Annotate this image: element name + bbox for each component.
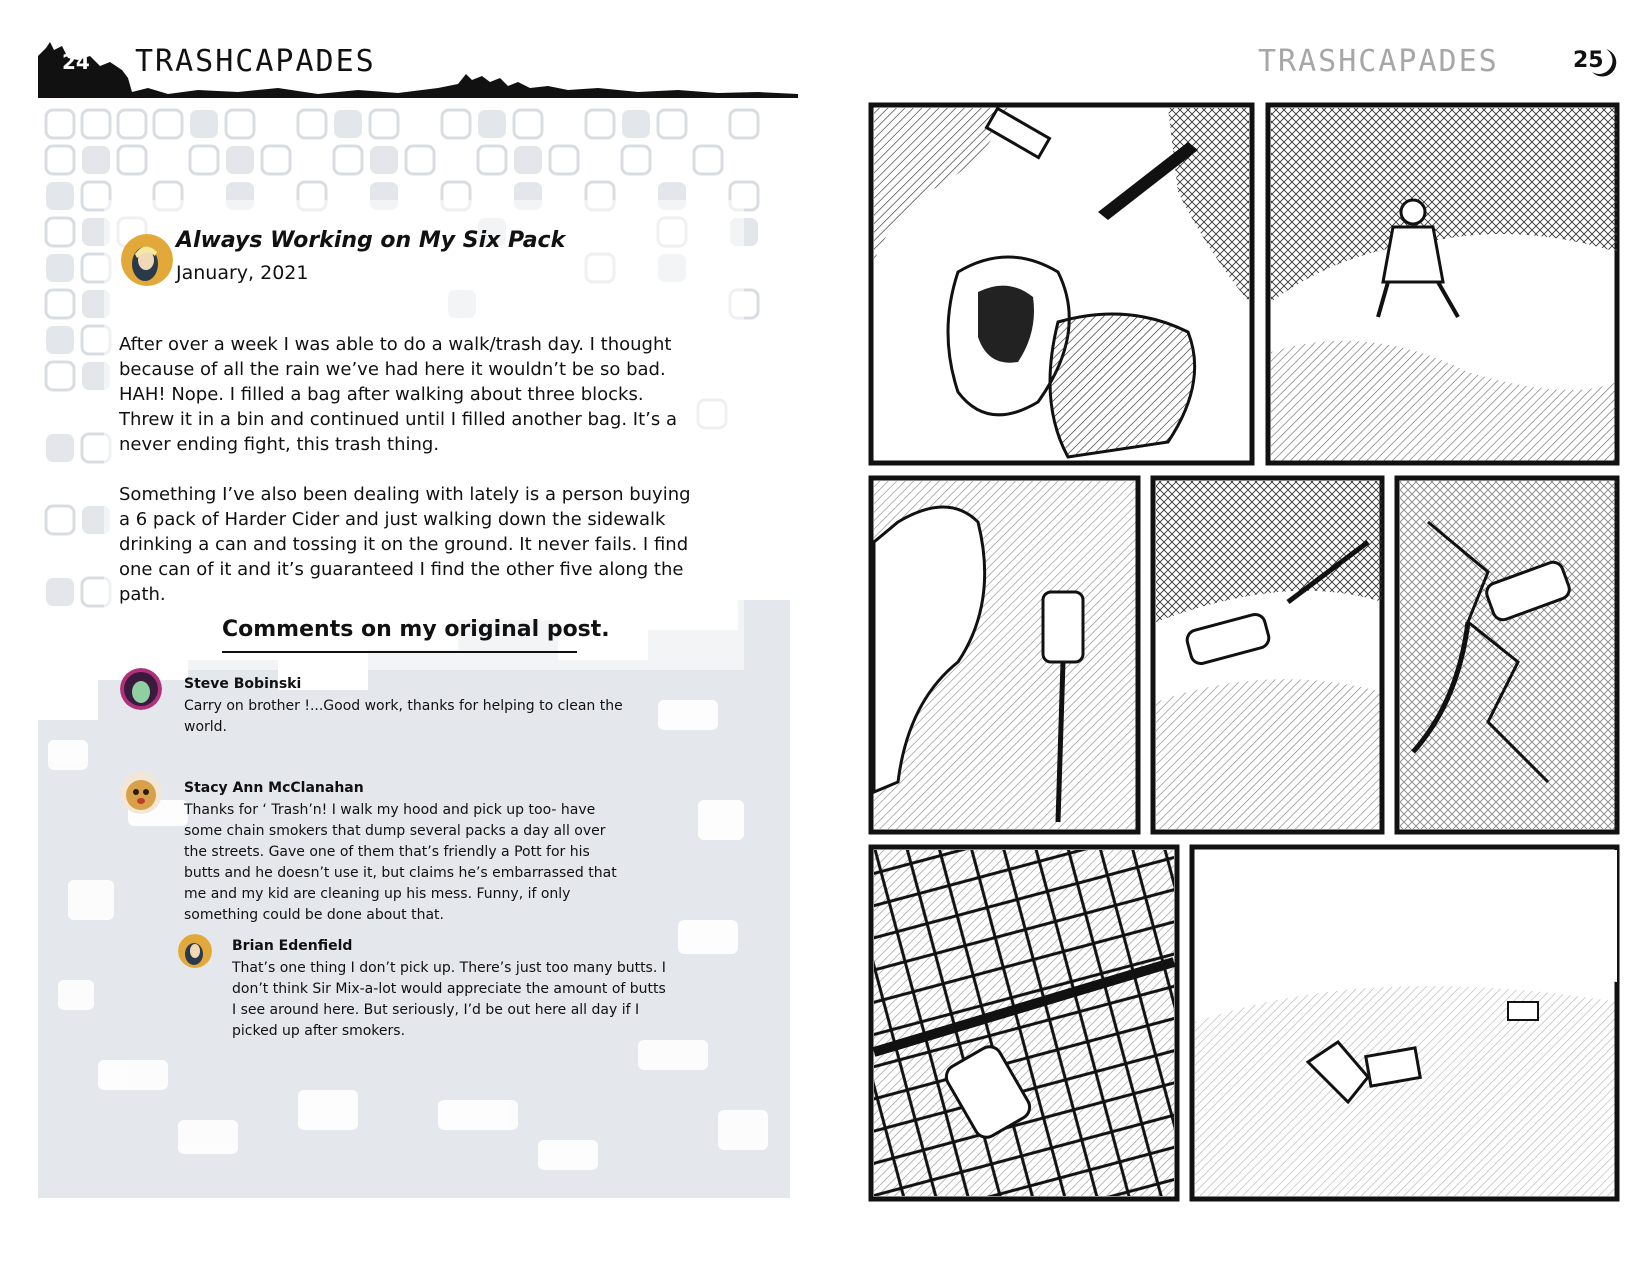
comments-heading: Comments on my original post. xyxy=(222,617,610,642)
header-rule xyxy=(38,95,792,98)
comment-text: Carry on brother !...Good work, thanks for helping to clean the world. xyxy=(184,698,623,735)
page-number-right: 25 xyxy=(1573,48,1604,73)
page-number-left: 24 xyxy=(62,50,90,74)
page-title-right: TRASHCAPADES xyxy=(1258,44,1499,79)
post-paragraph-1: After over a week I was able to do a walk/trash day. I thought because of all the rain we’ve had here it wouldn’t be so bad. HAH! Nope. I filled a bag after walking about three blocks. Threw it in a bin and continued until I filled another bag. It’s a never ending fight, this trash thing. xyxy=(119,334,677,455)
comment-text: Thanks for ‘ Trash’n! I walk my hood and pick up too- have some chain smokers that dump several packs a day all over the streets. Gave one of them that’s friendly a Pott for his butts and he doesn’t use it, but claims he’s embarrassed that me and my kid are cleaning up his mess. Funny, if only something could be done about that. xyxy=(184,802,617,923)
post-paragraph-2: Something I’ve also been dealing with lately is a person buying a 6 pack of Harder Cider and just walking down the sidewalk drinking a can and tossing it on the ground. It never fails. I find one can of it and it’s guaranteed I find the other five along the path. xyxy=(119,484,691,605)
commenter-avatar xyxy=(178,934,212,968)
post-title: Always Working on My Six Pack xyxy=(176,228,566,253)
page-title-left: TRASHCAPADES xyxy=(135,44,376,79)
comments-rule xyxy=(222,651,577,653)
commenter-name: Steve Bobinski xyxy=(184,676,302,692)
author-avatar xyxy=(121,234,173,286)
commenter-name: Brian Edenfield xyxy=(232,938,353,954)
commenter-avatar xyxy=(120,668,162,710)
post-date: January, 2021 xyxy=(176,262,309,284)
comment-text: That’s one thing I don’t pick up. There’s just too many butts. I don’t think Sir Mix-a-lot would appreciate the amount of butts I see around here. But seriously, I’d be out here all day if I picked up after smokers. xyxy=(232,960,666,1039)
commenter-name: Stacy Ann McClanahan xyxy=(184,780,364,796)
comic-panels xyxy=(868,102,1620,1204)
commenter-avatar xyxy=(120,772,162,814)
